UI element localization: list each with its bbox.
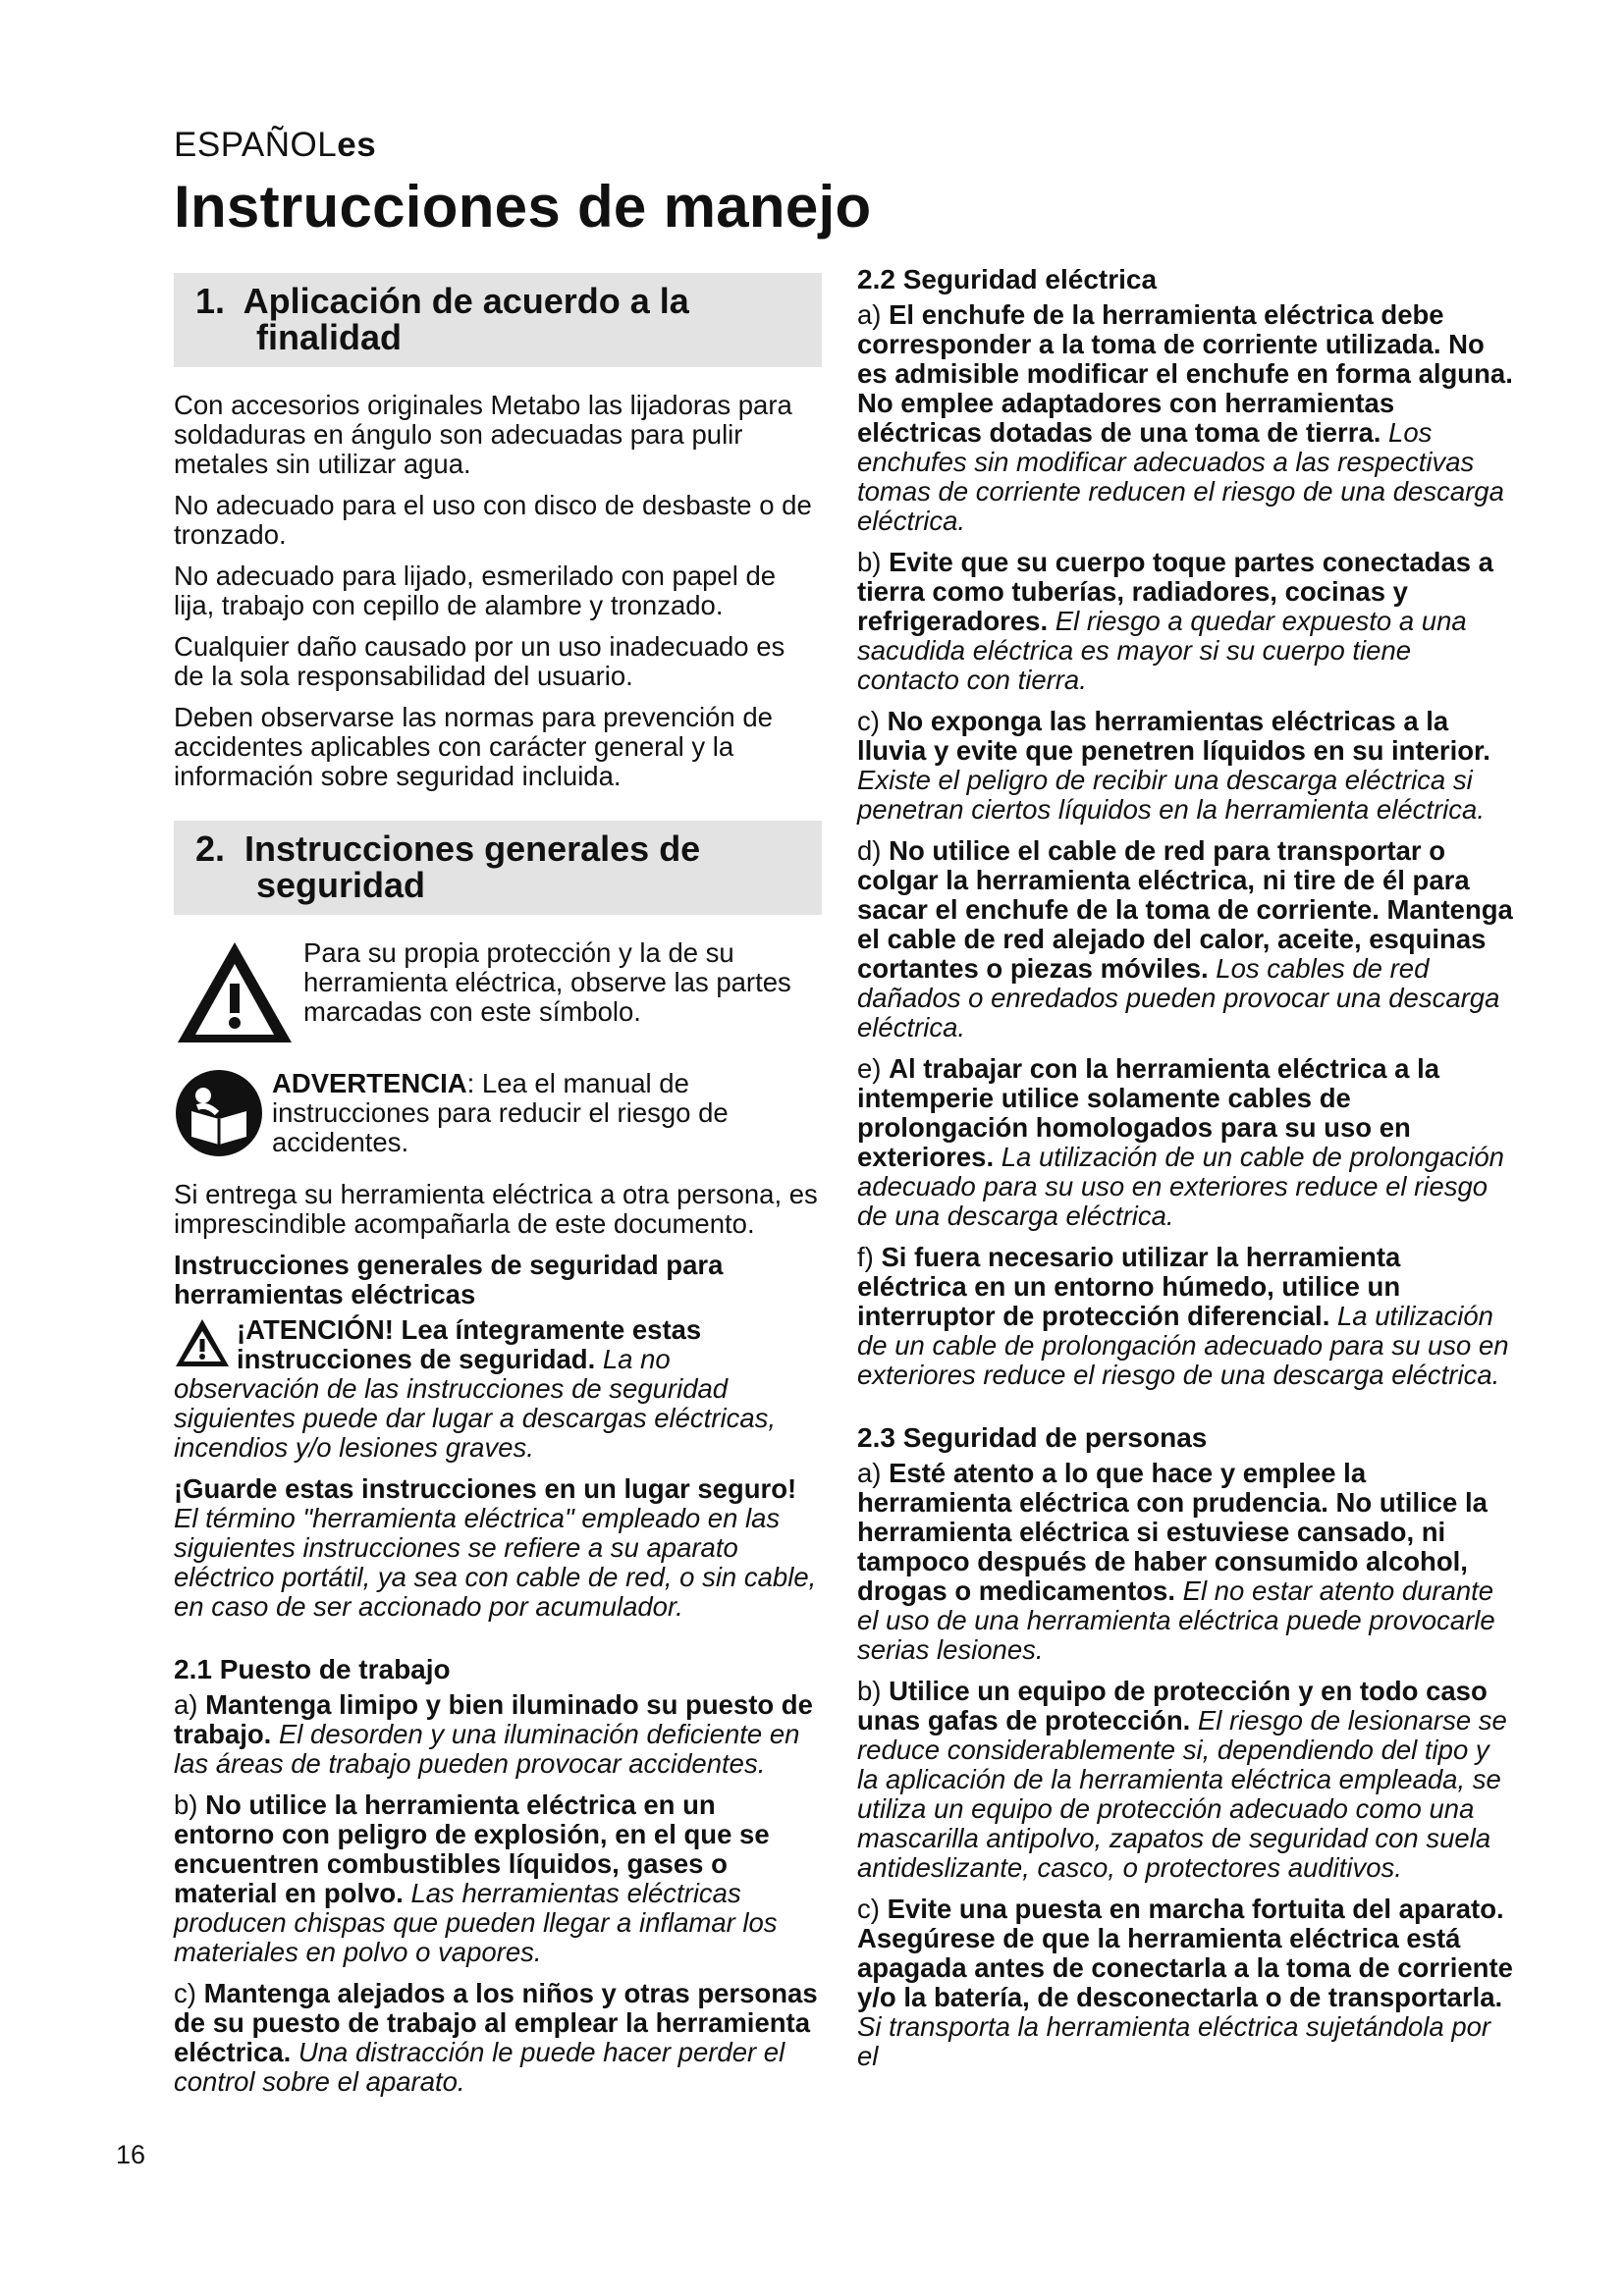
- advertencia-label: ADVERTENCIA: [272, 1068, 467, 1098]
- list-item: [857, 1677, 1517, 1883]
- paragraph: Cualquier daño causado por un uso inadecuado es de la sola responsabilidad del usuario.: [174, 631, 785, 691]
- section-title-line2: seguridad: [256, 865, 426, 905]
- list-item: [857, 1054, 1517, 1231]
- item-bold: Mantenga alejados a los niños y otras personas de su puesto de trabajo al emplear la herramienta eléctrica.: [174, 1978, 818, 2067]
- list-item: [174, 1979, 822, 2097]
- advertencia-note: [174, 1068, 822, 1158]
- item-italic: La utilización de un cable de prolongación adecuado para su uso en exteriores reduce el riesgo de una descarga eléctrica.: [857, 1142, 1504, 1231]
- item-bold: Al trabajar con la herramienta eléctrica a la intemperie utilice solamente cables de prolongación homologados para su uso en exteriores.: [857, 1053, 1440, 1172]
- item-bold: Evite una puesta en marcha fortuita del aparato. Asegúrese de que la herramienta eléctrica está apagada antes de conectarla a la toma de corriente y/o la batería, de desconectarla o de transportarla.: [857, 1894, 1513, 2012]
- read-manual-icon: [174, 1068, 264, 1158]
- section-title-line1: Aplicación de acuerdo a la: [243, 281, 689, 321]
- list-item: [857, 548, 1517, 695]
- item-bold: Evite que su cuerpo toque partes conectadas a tierra como tuberías, radiadores, cocinas y refrigeradores.: [857, 547, 1493, 636]
- page-number: 16: [116, 2140, 146, 2169]
- section-title-line2: finalidad: [256, 317, 403, 357]
- item-bold: Si fuera necesario utilizar la herramienta eléctrica en un entorno húmedo, utilice un interruptor de protección diferencial.: [857, 1242, 1401, 1331]
- item-letter: b): [857, 1676, 882, 1706]
- item-bold: No utilice la herramienta eléctrica en un entorno con peligro de explosión, en el que se encuentren combustibles líquidos, gases o material en polvo.: [174, 1789, 770, 1908]
- section-2-1-heading: 2.1 Puesto de trabajo: [174, 1654, 451, 1684]
- paragraph: Con accesorios originales Metabo las lijadoras para soldaduras en ángulo son adecuadas para pulir metales sin utilizar agua.: [174, 390, 792, 479]
- page-title: Instrucciones de manejo: [174, 174, 872, 240]
- item-italic: Si transporta la herramienta eléctrica sujetándola por el: [857, 2011, 1491, 2071]
- item-letter: c): [857, 706, 880, 736]
- item-italic: Existe el peligro de recibir una descarga eléctrica si penetran ciertos líquidos en la herramienta eléctrica.: [857, 765, 1485, 825]
- item-bold: Esté atento a lo que hace y emplee la herramienta eléctrica con prudencia. No utilice la herramienta eléctrica si estuviese cansado, ni tampoco después de haber consumido alcohol, drogas o medicamentos.: [857, 1458, 1488, 1606]
- item-letter: f): [857, 1242, 874, 1272]
- item-italic: El riesgo a quedar expuesto a una sacudida eléctrica es mayor si su cuerpo tiene contacto con tierra.: [857, 606, 1467, 695]
- section-2-2-heading: 2.2 Seguridad eléctrica: [857, 264, 1158, 294]
- item-letter: a): [857, 1458, 882, 1488]
- paragraph: No adecuado para lijado, esmerilado con papel de lija, trabajo con cepillo de alambre y tronzado.: [174, 561, 777, 620]
- paragraph: Si entrega su herramienta eléctrica a otra persona, es imprescindible acompañarla de este documento.: [174, 1179, 818, 1239]
- general-safety-heading: Instrucciones generales de seguridad para herramientas eléctricas: [174, 1250, 724, 1309]
- list-item: [857, 1895, 1517, 2071]
- paragraph: No adecuado para el uso con disco de desbaste o de tronzado.: [174, 490, 812, 550]
- advertencia-text: : Lea el manual de instrucciones para reducir el riesgo de accidentes.: [272, 1068, 729, 1157]
- list-item: [857, 707, 1517, 825]
- atencion-italic: La no observación de las instrucciones de seguridad siguientes puede dar lugar a descargas eléctricas, incendios y/o lesiones graves.: [174, 1344, 777, 1463]
- item-italic: Las herramientas eléctricas producen chispas que pueden llegar a inflamar los materiales en polvo o vapores.: [174, 1878, 778, 1967]
- symbol-note-text: Para su propia protección y la de su herramienta eléctrica, observe las partes marcadas con este símbolo.: [303, 937, 791, 1027]
- atencion-bold: ¡ATENCIÓN! Lea íntegramente estas instrucciones de seguridad.: [237, 1314, 702, 1374]
- item-italic: El no estar atento durante el uso de una herramienta eléctrica puede provocarle serias lesiones.: [857, 1575, 1495, 1665]
- item-italic: El riesgo de lesionarse se reduce considerablemente si, dependiendo del tipo y la aplicación de la herramienta eléctrica empleada, se utiliza un equipo de protección adecuado como una mascarilla antipolvo, zapatos de seguridad con suela antideslizante, casco, o protectores auditivos.: [857, 1705, 1507, 1883]
- paragraph: Deben observarse las normas para prevención de accidentes aplicables con carácter general y la información sobre seguridad incluida.: [174, 702, 773, 791]
- guarde-bold: ¡Guarde estas instrucciones en un lugar seguro!: [174, 1473, 797, 1504]
- item-bold: No exponga las herramientas eléctricas a la lluvia y evite que penetren líquidos en su interior.: [857, 706, 1490, 766]
- item-bold: No utilice el cable de red para transportar o colgar la herramienta eléctrica, ni tire de él para sacar el enchufe de la toma de corriente. Mantenga el cable de red alejado del calor, aceite, esquinas cortantes o piezas móviles.: [857, 835, 1513, 984]
- list-item: [174, 1690, 822, 1779]
- section-2-3-heading: 2.3 Seguridad de personas: [857, 1422, 1208, 1453]
- section-number: 1.: [195, 281, 226, 321]
- list-item: [857, 836, 1517, 1042]
- item-letter: e): [857, 1053, 882, 1084]
- right-column: [857, 265, 1517, 2083]
- language-label: [174, 126, 376, 165]
- section-title-line1: Instrucciones generales de: [244, 828, 701, 869]
- item-letter: d): [857, 835, 882, 866]
- item-italic: El desorden y una iluminación deficiente en las áreas de trabajo pueden provocar accidentes.: [174, 1719, 800, 1779]
- list-item: [174, 1790, 822, 1967]
- guarde-paragraph: [174, 1474, 822, 1622]
- section-number: 2.: [195, 828, 226, 869]
- item-letter: c): [857, 1894, 880, 1924]
- item-italic: Una distracción le puede hacer perder el control sobre el aparato.: [174, 2037, 785, 2097]
- item-bold: El enchufe de la herramienta eléctrica debe corresponder a la toma de corriente utilizada. No es admisible modificar el enchufe en forma alguna. No emplee adaptadores con herramientas eléctricas dotadas de una toma de tierra.: [857, 299, 1513, 448]
- item-bold: Mantenga limipo y bien iluminado su puesto de trabajo.: [174, 1689, 813, 1749]
- guarde-italic: El término "herramienta eléctrica" empleado en las siguientes instrucciones se refiere a su aparato eléctrico portátil, ya sea con cable de red, o sin cable, en caso de ser accionado por acumulador.: [174, 1503, 817, 1622]
- symbol-note: [174, 938, 822, 1046]
- item-italic: Los cables de red dañados o enredados pueden provocar una descarga eléctrica.: [857, 953, 1500, 1042]
- warning-triangle-icon: [174, 1317, 231, 1368]
- list-item: [857, 300, 1517, 536]
- item-letter: b): [857, 547, 882, 577]
- warning-triangle-icon: [174, 938, 296, 1046]
- list-item: [857, 1243, 1517, 1390]
- list-item: [857, 1459, 1517, 1665]
- left-column: [174, 265, 822, 2109]
- item-bold: Utilice un equipo de protección y en todo caso unas gafas de protección.: [857, 1676, 1488, 1735]
- item-letter: b): [174, 1789, 198, 1820]
- item-italic: La utilización de un cable de prolongación adecuado para su uso en exteriores reduce el riesgo de una descarga eléctrica.: [857, 1301, 1509, 1390]
- item-letter: a): [174, 1689, 198, 1720]
- language-name: ESPAÑOL: [174, 126, 338, 164]
- atencion-paragraph: [174, 1315, 822, 1463]
- section-2-heading: [174, 821, 822, 915]
- language-code: es: [337, 126, 377, 164]
- item-letter: c): [174, 1978, 196, 2008]
- item-letter: a): [857, 299, 882, 330]
- item-italic: Los enchufes sin modificar adecuados a las respectivas tomas de corriente reducen el riesgo de una descarga eléctrica.: [857, 417, 1504, 536]
- section-1-heading: [174, 273, 822, 367]
